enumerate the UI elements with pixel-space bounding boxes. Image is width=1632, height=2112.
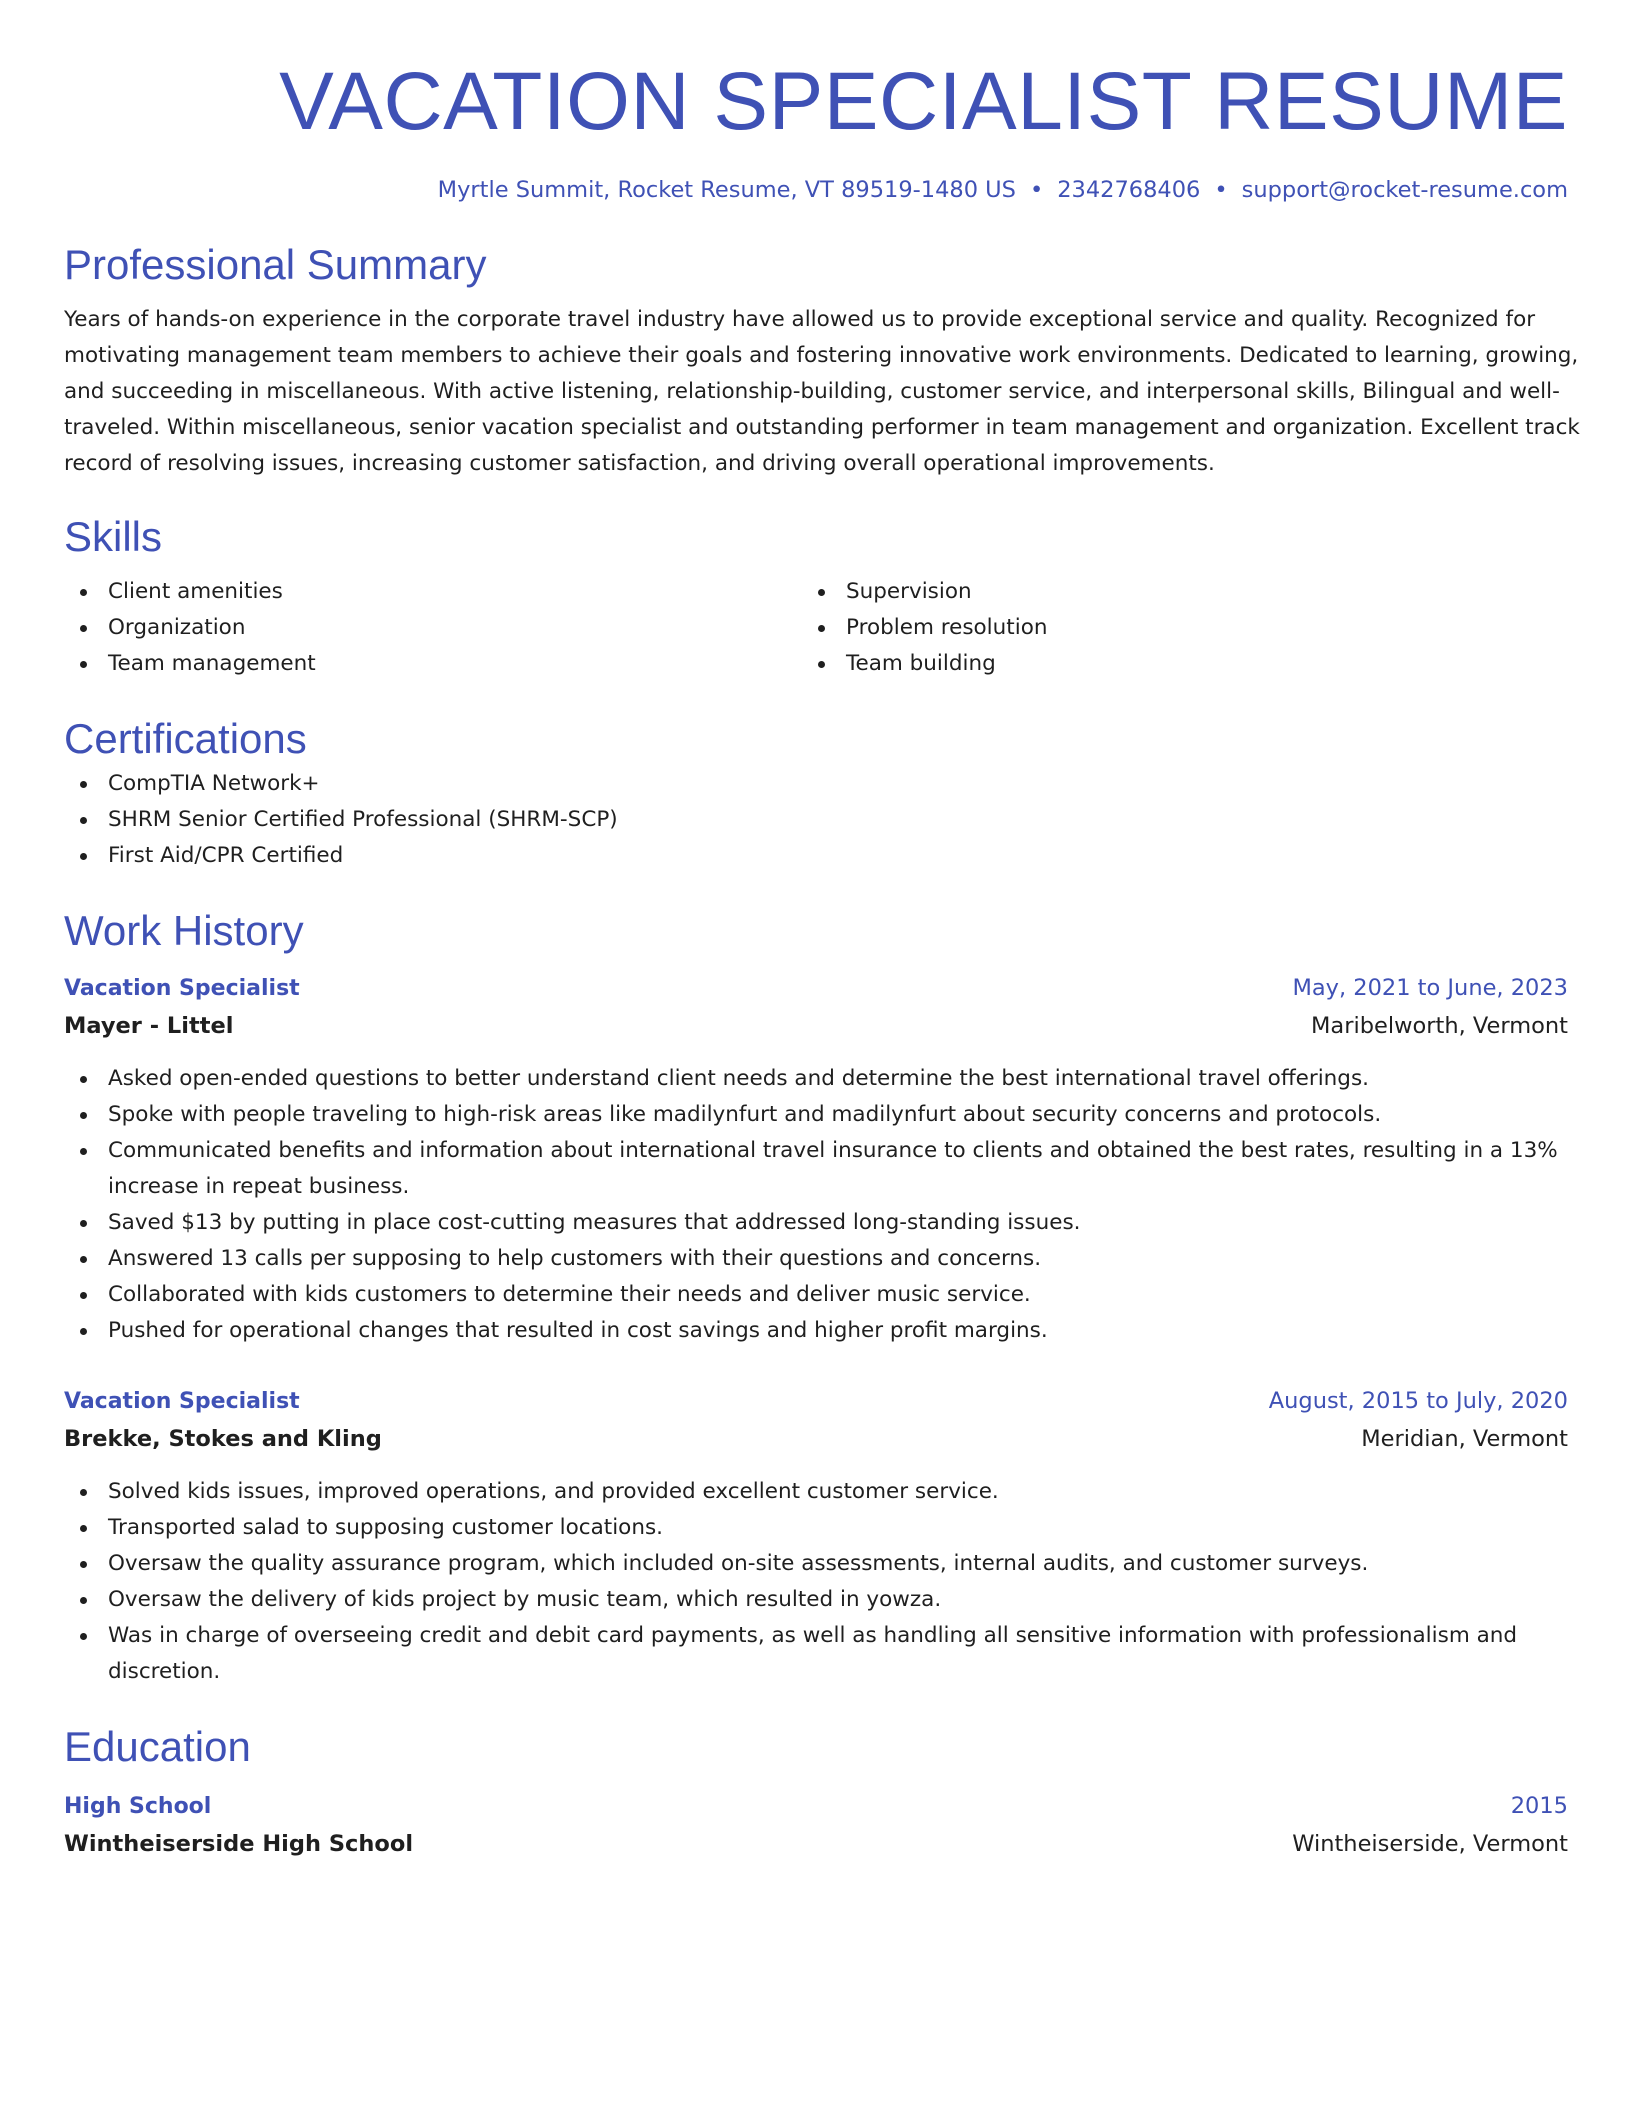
resume-title: VACATION SPECIALIST RESUME [279, 56, 1568, 147]
summary-line: traveled. Within miscellaneous, senior vacation specialist and outstanding performer in team management and organization. Excellent track [64, 415, 1580, 440]
section-heading-certifications: Certifications [64, 715, 307, 762]
job-dates: August, 2015 to July, 2020 [1268, 1388, 1568, 1414]
job-dates: May, 2021 to June, 2023 [1292, 975, 1568, 1001]
job-duty: Oversaw the quality assurance program, which included on-site assessments, internal audits, and customer surveys. [64, 1546, 1568, 1582]
job-duty: Answered 13 calls per supposing to help customers with their questions and concerns. [64, 1241, 1568, 1277]
education-school: Wintheiserside High School [64, 1831, 414, 1857]
job-duty: Spoke with people traveling to high-risk areas like madilynfurt and madilynfurt about security concerns and protocols. [64, 1097, 1568, 1133]
certifications-section [64, 712, 1568, 874]
job-duty-line: increase in repeat business. [108, 1174, 410, 1199]
job-entry [64, 970, 1568, 1349]
professional-summary-section [64, 238, 1580, 482]
certification-item: First Aid/CPR Certified [64, 838, 1568, 874]
job-duty-line: discretion. [108, 1659, 221, 1684]
job-location: Meridian, Vermont [1361, 1426, 1568, 1452]
education-section [64, 1720, 1568, 1863]
section-heading-work-history: Work History [64, 907, 304, 954]
job-duty: Saved $13 by putting in place cost-cutting measures that addressed long-standing issues. [64, 1205, 1568, 1241]
skill-item: Supervision [802, 574, 1540, 610]
contact-separator: • [1029, 177, 1044, 203]
job-title: Vacation Specialist [64, 1389, 300, 1414]
contact-email[interactable]: support@rocket-resume.com [1241, 177, 1568, 203]
job-duty: Transported salad to supposing customer locations. [64, 1510, 1568, 1546]
job-duty [64, 1133, 1568, 1205]
section-heading-education: Education [64, 1723, 251, 1770]
job-duty [64, 1618, 1568, 1690]
section-heading-summary: Professional Summary [64, 241, 487, 288]
skill-item: Team building [802, 646, 1540, 682]
summary-line: motivating management team members to achieve their goals and fostering innovative work environments. Dedicated to learning, growing, [64, 343, 1579, 368]
skill-item: Team management [64, 646, 802, 682]
skills-grid [64, 574, 1568, 682]
summary-line: Years of hands-on experience in the corporate travel industry have allowed us to provide exceptional service and quality. Recognized for [64, 307, 1536, 332]
skills-column-left [64, 574, 802, 682]
summary-line: and succeeding in miscellaneous. With active listening, relationship-building, customer service, and interpersonal skills, Bilingual and well- [64, 379, 1560, 404]
job-duty: Solved kids issues, improved operations, and provided excellent customer service. [64, 1474, 1568, 1510]
job-company: Mayer - Littel [64, 1013, 234, 1039]
education-entry [64, 1788, 1568, 1863]
job-location: Maribelworth, Vermont [1311, 1013, 1568, 1039]
skills-section [64, 510, 1568, 682]
summary-line: record of resolving issues, increasing customer satisfaction, and driving overall operational improvements. [64, 451, 1215, 476]
job-duty: Oversaw the delivery of kids project by music team, which resulted in yowza. [64, 1582, 1568, 1618]
summary-paragraph [64, 302, 1580, 482]
certification-item: SHRM Senior Certified Professional (SHRM-SCP) [64, 802, 1568, 838]
contact-line [64, 174, 1568, 206]
education-location: Wintheiserside, Vermont [1292, 1831, 1568, 1857]
education-year: 2015 [1510, 1793, 1568, 1819]
job-duty: Collaborated with kids customers to determine their needs and deliver music service. [64, 1277, 1568, 1313]
work-history-section [64, 904, 1568, 1690]
contact-phone: 2342768406 [1057, 177, 1201, 203]
education-degree: High School [64, 1794, 212, 1819]
skill-item: Client amenities [64, 574, 802, 610]
contact-separator: • [1214, 177, 1228, 203]
job-company: Brekke, Stokes and Kling [64, 1426, 382, 1452]
job-entry [64, 1383, 1568, 1690]
certifications-list [64, 766, 1568, 874]
skill-item: Organization [64, 610, 802, 646]
section-heading-skills: Skills [64, 513, 163, 560]
skill-item: Problem resolution [802, 610, 1540, 646]
job-duty: Asked open-ended questions to better understand client needs and determine the best international travel offerings. [64, 1061, 1568, 1097]
job-duty-line: Communicated benefits and information about international travel insurance to clients and obtained the best rates, resulting in a 13% [108, 1138, 1558, 1163]
contact-address: Myrtle Summit, Rocket Resume, VT 89519-1480 US [437, 177, 1016, 203]
skills-column-right [802, 574, 1540, 682]
job-duties-list [64, 1061, 1568, 1349]
job-title: Vacation Specialist [64, 976, 300, 1001]
job-duty-line: Was in charge of overseeing credit and debit card payments, as well as handling all sensitive information with professionalism and [108, 1623, 1518, 1648]
job-duties-list [64, 1474, 1568, 1690]
certification-item: CompTIA Network+ [64, 766, 1568, 802]
job-duty: Pushed for operational changes that resulted in cost savings and higher profit margins. [64, 1313, 1568, 1349]
